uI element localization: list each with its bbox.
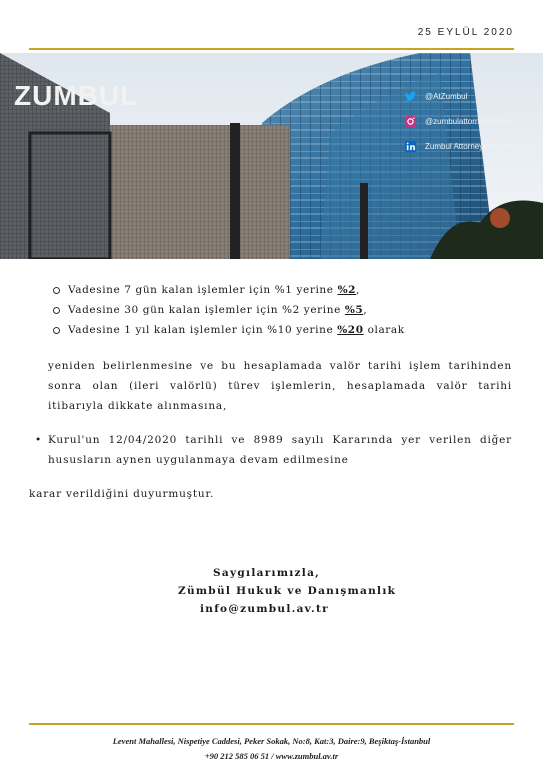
list-item: Vadesine 7 gün kalan işlemler için %1 yerine %2,: [52, 280, 405, 300]
footer-divider: [29, 723, 514, 725]
footer-contact[interactable]: +90 212 585 06 51 / www.zumbul.av.tr: [204, 751, 339, 761]
social-twitter[interactable]: [404, 90, 467, 103]
bullet-marker: •: [35, 434, 42, 446]
firm-logo: ZUMBUL: [14, 80, 139, 111]
header-divider: [29, 48, 514, 50]
paragraph-kurul: Kurul'un 12/04/2020 tarihli ve 8989 sayılı Kararında yer verilen diğer hususların aynen uygulanmaya devam edilmesine: [48, 434, 512, 466]
instagram-handle: @zumbulattorneysatlaw: [425, 117, 511, 126]
signature-greeting: Saygılarımızla,: [213, 567, 321, 579]
twitter-icon: [404, 90, 417, 103]
paragraph-valor: yeniden belirlenmesine ve bu hesaplamada valör tarihi işlem tarihinden sonra olan (ileri valörlü) türev işlemlerin, hesaplamada valör tarihi itibarıyla dikkate alınmasına,: [48, 360, 512, 412]
header-banner: [0, 53, 543, 259]
twitter-handle: @AtZumbul: [425, 92, 468, 101]
social-instagram[interactable]: [404, 115, 511, 128]
instagram-icon: [404, 115, 417, 128]
signature-firm: Zümbül Hukuk ve Danışmanlık: [178, 585, 397, 597]
linkedin-icon: [404, 140, 417, 153]
rate-list: [52, 280, 405, 340]
list-item: Vadesine 30 gün kalan işlemler için %2 yerine %5,: [52, 300, 405, 320]
footer-address: Levent Mahallesi, Nispetiye Caddesi, Peker Sokak, No:8, Kat:3, Daire:9, Beşiktaş-İstanbul: [112, 736, 431, 746]
social-linkedin[interactable]: [404, 140, 514, 153]
signature-email[interactable]: info@zumbul.av.tr: [200, 603, 329, 615]
document-date: 25 EYLÜL 2020: [417, 27, 514, 38]
closing-sentence: karar verildiğini duyurmuştur.: [29, 488, 215, 500]
list-item: Vadesine 1 yıl kalan işlemler için %10 yerine %20 olarak: [52, 320, 405, 340]
linkedin-handle: Zumbul Attorneys At Law: [425, 142, 514, 151]
